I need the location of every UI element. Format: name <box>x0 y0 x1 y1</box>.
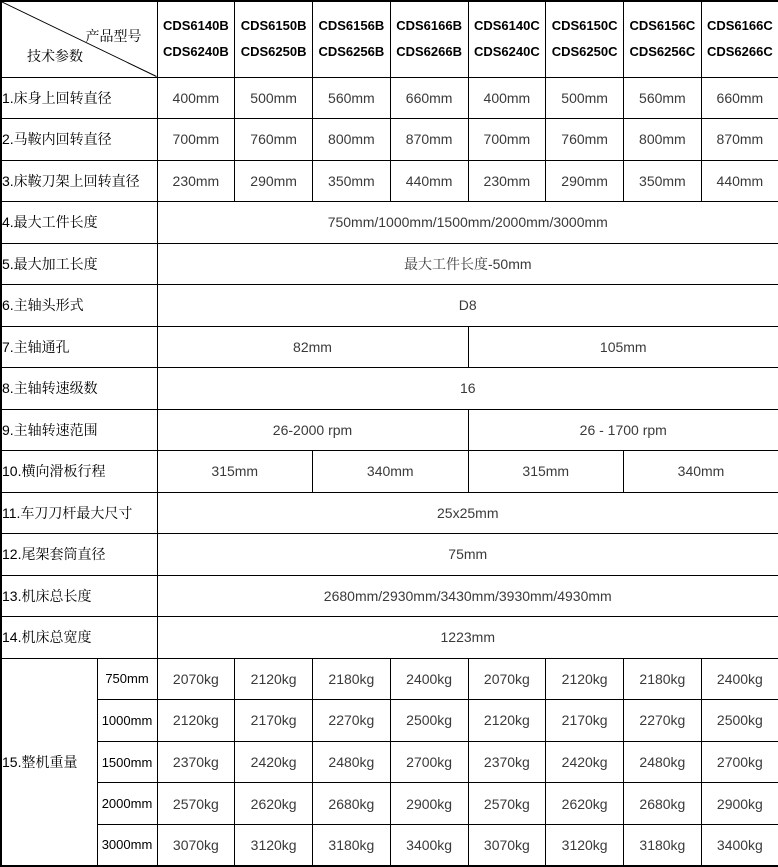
spec-value-cell: 400mm <box>157 77 235 119</box>
spec-row-14 <box>1 617 778 659</box>
weight-value-cell: 2120kg <box>468 700 546 742</box>
weight-value-cell: 2120kg <box>157 700 235 742</box>
weight-value-cell: 2170kg <box>235 700 313 742</box>
corner-header-cell <box>1 1 157 77</box>
spec-value-cell: 25x25mm <box>157 492 778 534</box>
weight-value-cell: 2400kg <box>390 658 468 700</box>
weight-value-cell: 2700kg <box>390 741 468 783</box>
spec-row-7 <box>1 326 778 368</box>
row-label: 13.机床总长度 <box>1 575 157 617</box>
spec-value-cell: 400mm <box>468 77 546 119</box>
spec-value-cell: 660mm <box>701 77 778 119</box>
model-name: CDS6266C <box>706 44 773 60</box>
spec-value-cell: 700mm <box>157 119 235 161</box>
spec-row-1 <box>1 77 778 119</box>
spec-value-cell: 500mm <box>546 77 624 119</box>
corner-label-tech-params: 技术参数 <box>27 48 83 64</box>
row-label: 12.尾架套筒直径 <box>1 534 157 576</box>
row-label: 5.最大加工长度 <box>1 243 157 285</box>
spec-value-cell: 290mm <box>546 160 624 202</box>
model-name: CDS6140C <box>473 18 540 34</box>
spec-row-9 <box>1 409 778 451</box>
weight-value-cell: 2500kg <box>390 700 468 742</box>
weight-length-label: 750mm <box>97 658 157 700</box>
weight-value-cell: 2680kg <box>313 783 391 825</box>
spec-value-cell: 230mm <box>157 160 235 202</box>
model-name: CDS6266B <box>396 44 462 60</box>
weight-value-cell: 2370kg <box>157 741 235 783</box>
column-header-model-1 <box>235 1 313 77</box>
weight-value-cell: 2270kg <box>624 700 702 742</box>
model-name: CDS6156C <box>629 18 696 34</box>
spec-value-cell: 800mm <box>624 119 702 161</box>
spec-row-4 <box>1 202 778 244</box>
spec-value-cell: 105mm <box>468 326 778 368</box>
spec-value-cell: 315mm <box>468 451 624 493</box>
weight-value-cell: 2370kg <box>468 741 546 783</box>
spec-row-2 <box>1 119 778 161</box>
spec-value-cell: 870mm <box>390 119 468 161</box>
column-header-model-0 <box>157 1 235 77</box>
row-label: 8.主轴转速级数 <box>1 368 157 410</box>
spec-value-cell: 350mm <box>313 160 391 202</box>
spec-row-6 <box>1 285 778 327</box>
spec-row-10 <box>1 451 778 493</box>
weight-value-cell: 2180kg <box>313 658 391 700</box>
weight-value-cell: 2120kg <box>235 658 313 700</box>
model-name: CDS6256C <box>629 44 696 60</box>
weight-value-cell: 2070kg <box>468 658 546 700</box>
weight-value-cell: 2420kg <box>546 741 624 783</box>
weight-value-cell: 2180kg <box>624 658 702 700</box>
corner-label-product-model: 产品型号 <box>85 28 142 44</box>
weight-value-cell: 3070kg <box>468 824 546 866</box>
spec-value-cell: 660mm <box>390 77 468 119</box>
spec-value-cell: 82mm <box>157 326 468 368</box>
weight-value-cell: 3120kg <box>235 824 313 866</box>
weight-value-cell: 2070kg <box>157 658 235 700</box>
weight-section-label: 15.整机重量 <box>1 658 97 866</box>
spec-value-cell: 440mm <box>701 160 778 202</box>
spec-value-cell: 26 - 1700 rpm <box>468 409 778 451</box>
model-name: CDS6240B <box>162 44 229 60</box>
weight-value-cell: 2900kg <box>701 783 778 825</box>
spec-value-cell: 750mm/1000mm/1500mm/2000mm/3000mm <box>157 202 778 244</box>
spec-table-body <box>1 77 778 866</box>
spec-value-cell: 75mm <box>157 534 778 576</box>
weight-value-cell: 2570kg <box>157 783 235 825</box>
row-label: 7.主轴通孔 <box>1 326 157 368</box>
weight-value-cell: 2620kg <box>546 783 624 825</box>
weight-value-cell: 2480kg <box>624 741 702 783</box>
spec-value-cell: 最大工件长度-50mm <box>157 243 778 285</box>
weight-length-label: 1500mm <box>97 741 157 783</box>
spec-value-cell: 440mm <box>390 160 468 202</box>
spec-value-cell: 700mm <box>468 119 546 161</box>
row-label: 2.马鞍内回转直径 <box>1 119 157 161</box>
model-name: CDS6166C <box>706 18 773 34</box>
spec-row-5 <box>1 243 778 285</box>
column-header-model-3 <box>390 1 468 77</box>
spec-row-8 <box>1 368 778 410</box>
weight-value-cell: 2480kg <box>313 741 391 783</box>
weight-value-cell: 2400kg <box>701 658 778 700</box>
weight-value-cell: 3070kg <box>157 824 235 866</box>
weight-value-cell: 2680kg <box>624 783 702 825</box>
spec-value-cell: 290mm <box>235 160 313 202</box>
weight-row-1000mm <box>1 700 778 742</box>
model-name: CDS6256B <box>318 44 385 60</box>
row-label: 11.车刀刀杆最大尺寸 <box>1 492 157 534</box>
weight-value-cell: 3180kg <box>624 824 702 866</box>
spec-value-cell: 1223mm <box>157 617 778 659</box>
row-label: 14.机床总宽度 <box>1 617 157 659</box>
column-header-model-6 <box>624 1 702 77</box>
spec-value-cell: 350mm <box>624 160 702 202</box>
spec-row-12 <box>1 534 778 576</box>
spec-row-13 <box>1 575 778 617</box>
spec-value-cell: D8 <box>157 285 778 327</box>
spec-value-cell: 760mm <box>546 119 624 161</box>
spec-value-cell: 16 <box>157 368 778 410</box>
column-header-model-4 <box>468 1 546 77</box>
spec-row-3 <box>1 160 778 202</box>
weight-value-cell: 3400kg <box>390 824 468 866</box>
spec-value-cell: 230mm <box>468 160 546 202</box>
spec-value-cell: 800mm <box>313 119 391 161</box>
model-name: CDS6250C <box>551 44 618 60</box>
spec-row-11 <box>1 492 778 534</box>
row-label: 9.主轴转速范围 <box>1 409 157 451</box>
weight-length-label: 1000mm <box>97 700 157 742</box>
weight-value-cell: 3180kg <box>313 824 391 866</box>
model-name: CDS6140B <box>162 18 229 34</box>
weight-value-cell: 2170kg <box>546 700 624 742</box>
weight-row-1500mm <box>1 741 778 783</box>
spec-value-cell: 870mm <box>701 119 778 161</box>
row-label: 10.横向滑板行程 <box>1 451 157 493</box>
weight-length-label: 3000mm <box>97 824 157 866</box>
weight-value-cell: 2620kg <box>235 783 313 825</box>
weight-value-cell: 2700kg <box>701 741 778 783</box>
weight-value-cell: 2420kg <box>235 741 313 783</box>
row-label: 1.床身上回转直径 <box>1 77 157 119</box>
weight-value-cell: 2900kg <box>390 783 468 825</box>
spec-value-cell: 500mm <box>235 77 313 119</box>
weight-value-cell: 2500kg <box>701 700 778 742</box>
spec-value-cell: 2680mm/2930mm/3430mm/3930mm/4930mm <box>157 575 778 617</box>
weight-row-2000mm <box>1 783 778 825</box>
column-header-model-2 <box>313 1 391 77</box>
spec-value-cell: 760mm <box>235 119 313 161</box>
weight-length-label: 2000mm <box>97 783 157 825</box>
weight-row-3000mm <box>1 824 778 866</box>
model-name: CDS6150B <box>240 18 307 34</box>
weight-value-cell: 3400kg <box>701 824 778 866</box>
model-name: CDS6166B <box>396 18 462 34</box>
model-name: CDS6250B <box>240 44 307 60</box>
spec-value-cell: 340mm <box>313 451 469 493</box>
weight-value-cell: 2120kg <box>546 658 624 700</box>
spec-value-cell: 560mm <box>313 77 391 119</box>
model-name: CDS6240C <box>473 44 540 60</box>
row-label: 4.最大工件长度 <box>1 202 157 244</box>
model-name: CDS6156B <box>318 18 385 34</box>
spec-value-cell: 26-2000 rpm <box>157 409 468 451</box>
spec-value-cell: 315mm <box>157 451 313 493</box>
column-header-model-5 <box>546 1 624 77</box>
header-row <box>1 1 778 77</box>
row-label: 3.床鞍刀架上回转直径 <box>1 160 157 202</box>
weight-value-cell: 3120kg <box>546 824 624 866</box>
row-label: 6.主轴头形式 <box>1 285 157 327</box>
weight-value-cell: 2270kg <box>313 700 391 742</box>
weight-row-750mm <box>1 658 778 700</box>
spec-value-cell: 340mm <box>624 451 778 493</box>
weight-value-cell: 2570kg <box>468 783 546 825</box>
spec-value-cell: 560mm <box>624 77 702 119</box>
model-name: CDS6150C <box>551 18 618 34</box>
column-header-model-7 <box>701 1 778 77</box>
